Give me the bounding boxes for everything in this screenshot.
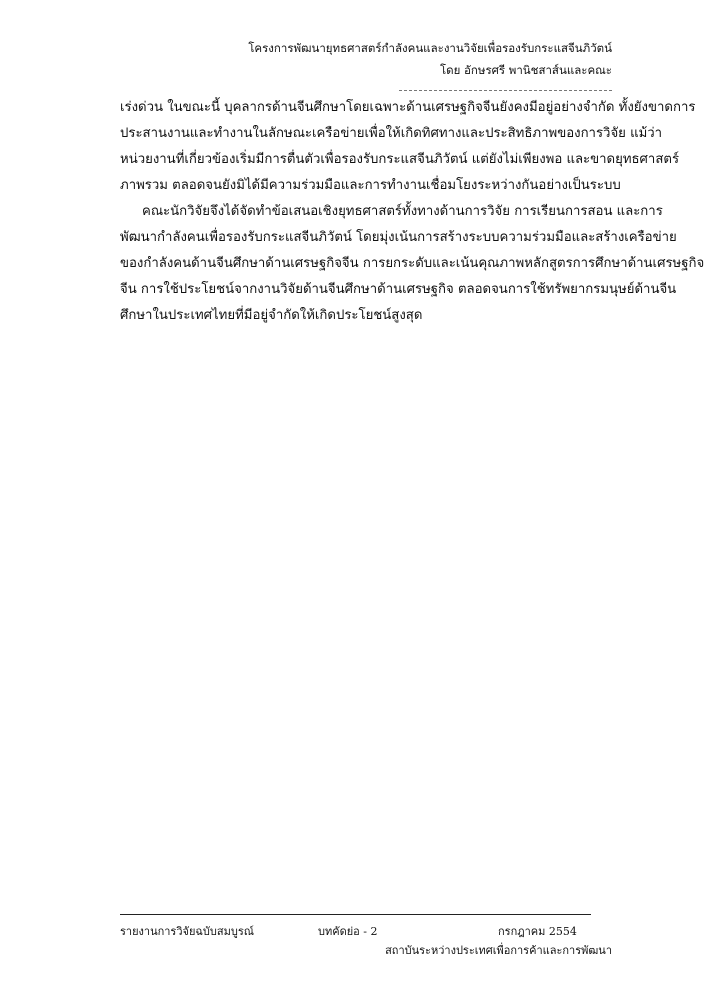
footer-institute: สถาบันระหว่างประเทศเพื่อการค้าและการพัฒนา xyxy=(385,944,612,957)
footer-divider xyxy=(120,914,591,915)
header-divider xyxy=(399,90,612,91)
paragraph-2 xyxy=(120,199,705,329)
text-line: เร่งด่วน ในขณะนี้ บุคลากรด้านจีนศึกษาโดยเฉพาะด้านเศรษฐกิจจีนยังคงมีอยู่อย่างจำกัด ทั้งยังขาดการ xyxy=(120,100,696,115)
running-header-project-title: โครงการพัฒนายุทธศาสตร์กำลังคนและงานวิจัยเพื่อรองรับกระแสจีนภิวัตน์ xyxy=(248,41,612,55)
paragraph-1 xyxy=(120,95,696,199)
running-header-authors: โดย อักษรศรี พานิชสาส์นและคณะ xyxy=(439,63,612,77)
text-line: พัฒนากำลังคนเพื่อรองรับกระแสจีนภิวัตน์ โดยมุ่งเน้นการสร้างระบบความร่วมมือและสร้างเครือข่าย xyxy=(120,230,677,245)
text-line: ของกำลังคนด้านจีนศึกษาด้านเศรษฐกิจจีน การยกระดับและเน้นคุณภาพหลักสูตรการศึกษาด้านเศรษฐกิจ xyxy=(120,256,705,271)
text-line: ภาพรวม ตลอดจนยังมิได้มีความร่วมมือและการทำงานเชื่อมโยงระหว่างกันอย่างเป็นระบบ xyxy=(120,178,621,193)
text-line: จีน การใช้ประโยชน์จากงานวิจัยด้านจีนศึกษาด้านเศรษฐกิจ ตลอดจนการใช้ทรัพยากรมนุษย์ด้านจีน xyxy=(120,282,677,297)
text-line: คณะนักวิจัยจึงได้จัดทำข้อเสนอเชิงยุทธศาสตร์ทั้งทางด้านการวิจัย การเรียนการสอน และการ xyxy=(142,204,663,219)
footer-date: กรกฎาคม 2554 xyxy=(498,925,577,938)
footer-report-name: รายงานการวิจัยฉบับสมบูรณ์ xyxy=(120,925,254,938)
footer-page-label: บทคัดย่อ - 2 xyxy=(318,925,378,938)
document-body xyxy=(120,95,705,329)
text-line: ประสานงานและทำงานในลักษณะเครือข่ายเพื่อให้เกิดทิศทางและประสิทธิภาพของการวิจัย แม้ว่า xyxy=(120,126,663,141)
text-line: ศึกษาในประเทศไทยที่มีอยู่จำกัดให้เกิดประโยชน์สูงสุด xyxy=(120,308,423,323)
text-line: หน่วยงานที่เกี่ยวข้องเริ่มมีการตื่นตัวเพื่อรองรับกระแสจีนภิวัตน์ แต่ยังไม่เพียงพอ และขาดยุทธศาสตร์ xyxy=(120,152,680,167)
